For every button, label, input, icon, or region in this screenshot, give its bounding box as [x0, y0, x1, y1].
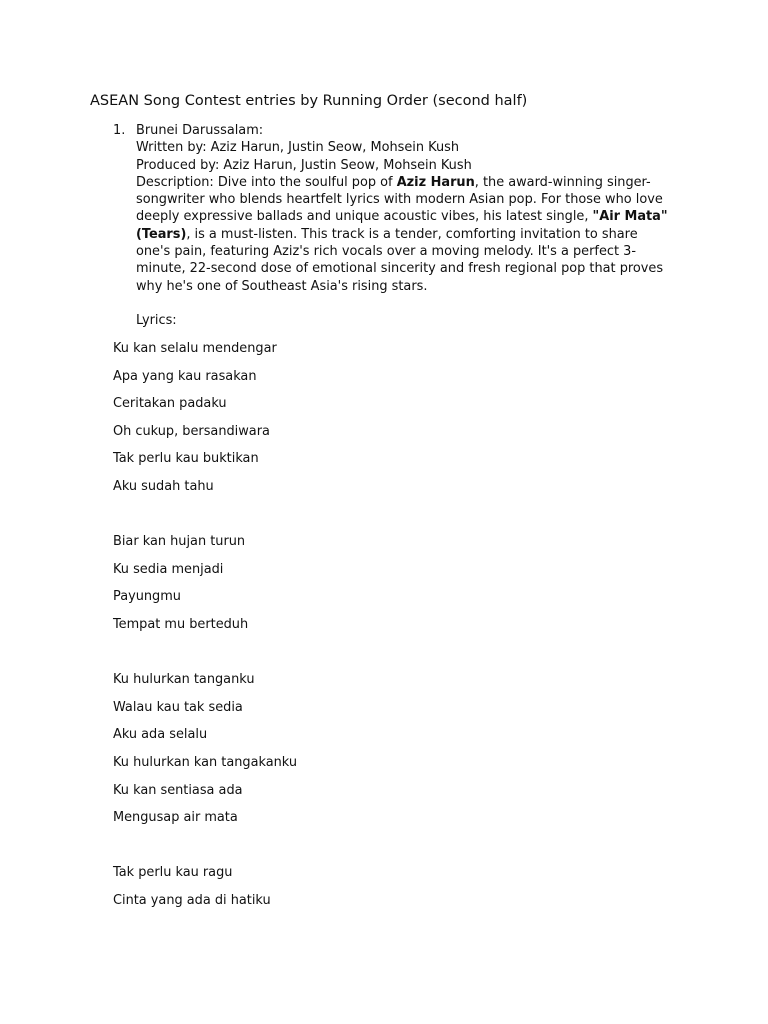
- lyric-line: Tak perlu kau buktikan: [113, 451, 259, 467]
- description-artist: Aziz Harun: [396, 174, 475, 190]
- entry-written-by: Written by: Aziz Harun, Justin Seow, Mohsein Kush: [136, 140, 459, 156]
- lyric-line: Aku ada selalu: [113, 727, 208, 743]
- document-title: ASEAN Song Contest entries by Running Order (second half): [90, 93, 528, 109]
- lyric-line: Biar kan hujan turun: [113, 534, 246, 550]
- entry-produced-by: Produced by: Aziz Harun, Justin Seow, Mohsein Kush: [136, 157, 472, 173]
- stanza-gap: [113, 644, 297, 672]
- lyric-line: Aku sudah tahu: [113, 478, 214, 494]
- lyric-line: Tak perlu kau ragu: [113, 865, 233, 881]
- description-suffix: , is a must-listen. This track is a tender, comforting invitation to share one's pain, featuring Aziz's rich vocals over a moving melody. It's a perfect 3-minute, 22-second dose of emotional sincerity and fresh regional pop that proves why he's one of Southeast Asia's rising stars.: [136, 226, 664, 294]
- entry-number: 1.: [113, 123, 126, 138]
- contest-entry: [113, 122, 673, 329]
- lyric-line: Payungmu: [113, 589, 181, 605]
- lyrics-label: Lyrics:: [136, 312, 177, 328]
- entry-country: Brunei Darussalam:: [136, 123, 264, 138]
- lyric-line: Apa yang kau rasakan: [113, 368, 257, 384]
- entry-description: [136, 174, 673, 295]
- lyric-line: Ku hulurkan tanganku: [113, 672, 255, 688]
- lyric-line: Ku kan sentiasa ada: [113, 782, 243, 798]
- lyric-line: Ku kan selalu mendengar: [113, 341, 277, 356]
- stanza-gap: [113, 506, 297, 534]
- description-middle: , the award-winning singer-songwriter who blends heartfelt lyrics with modern Asian pop. For those who love deeply expressive ballads and unique acoustic vibes, his latest single,: [136, 174, 663, 225]
- lyric-line: Ku sedia menjadi: [113, 561, 224, 577]
- lyric-line: Mengusap air mata: [113, 810, 238, 826]
- lyric-line: Oh cukup, bersandiwara: [113, 423, 270, 439]
- entry-body: [136, 122, 673, 329]
- stanza-gap: [113, 837, 297, 865]
- description-prefix: Description: Dive into the soulful pop of: [136, 174, 397, 190]
- lyric-line: Cinta yang ada di hatiku: [113, 892, 271, 908]
- lyrics-block: [113, 340, 297, 919]
- lyric-line: Walau kau tak sedia: [113, 699, 243, 715]
- lyric-line: Tempat mu berteduh: [113, 616, 249, 632]
- lyric-line: Ceritakan padaku: [113, 396, 227, 412]
- description-single: "Air Mata" (Tears): [136, 209, 668, 242]
- lyric-line: Ku hulurkan kan tangakanku: [113, 754, 298, 770]
